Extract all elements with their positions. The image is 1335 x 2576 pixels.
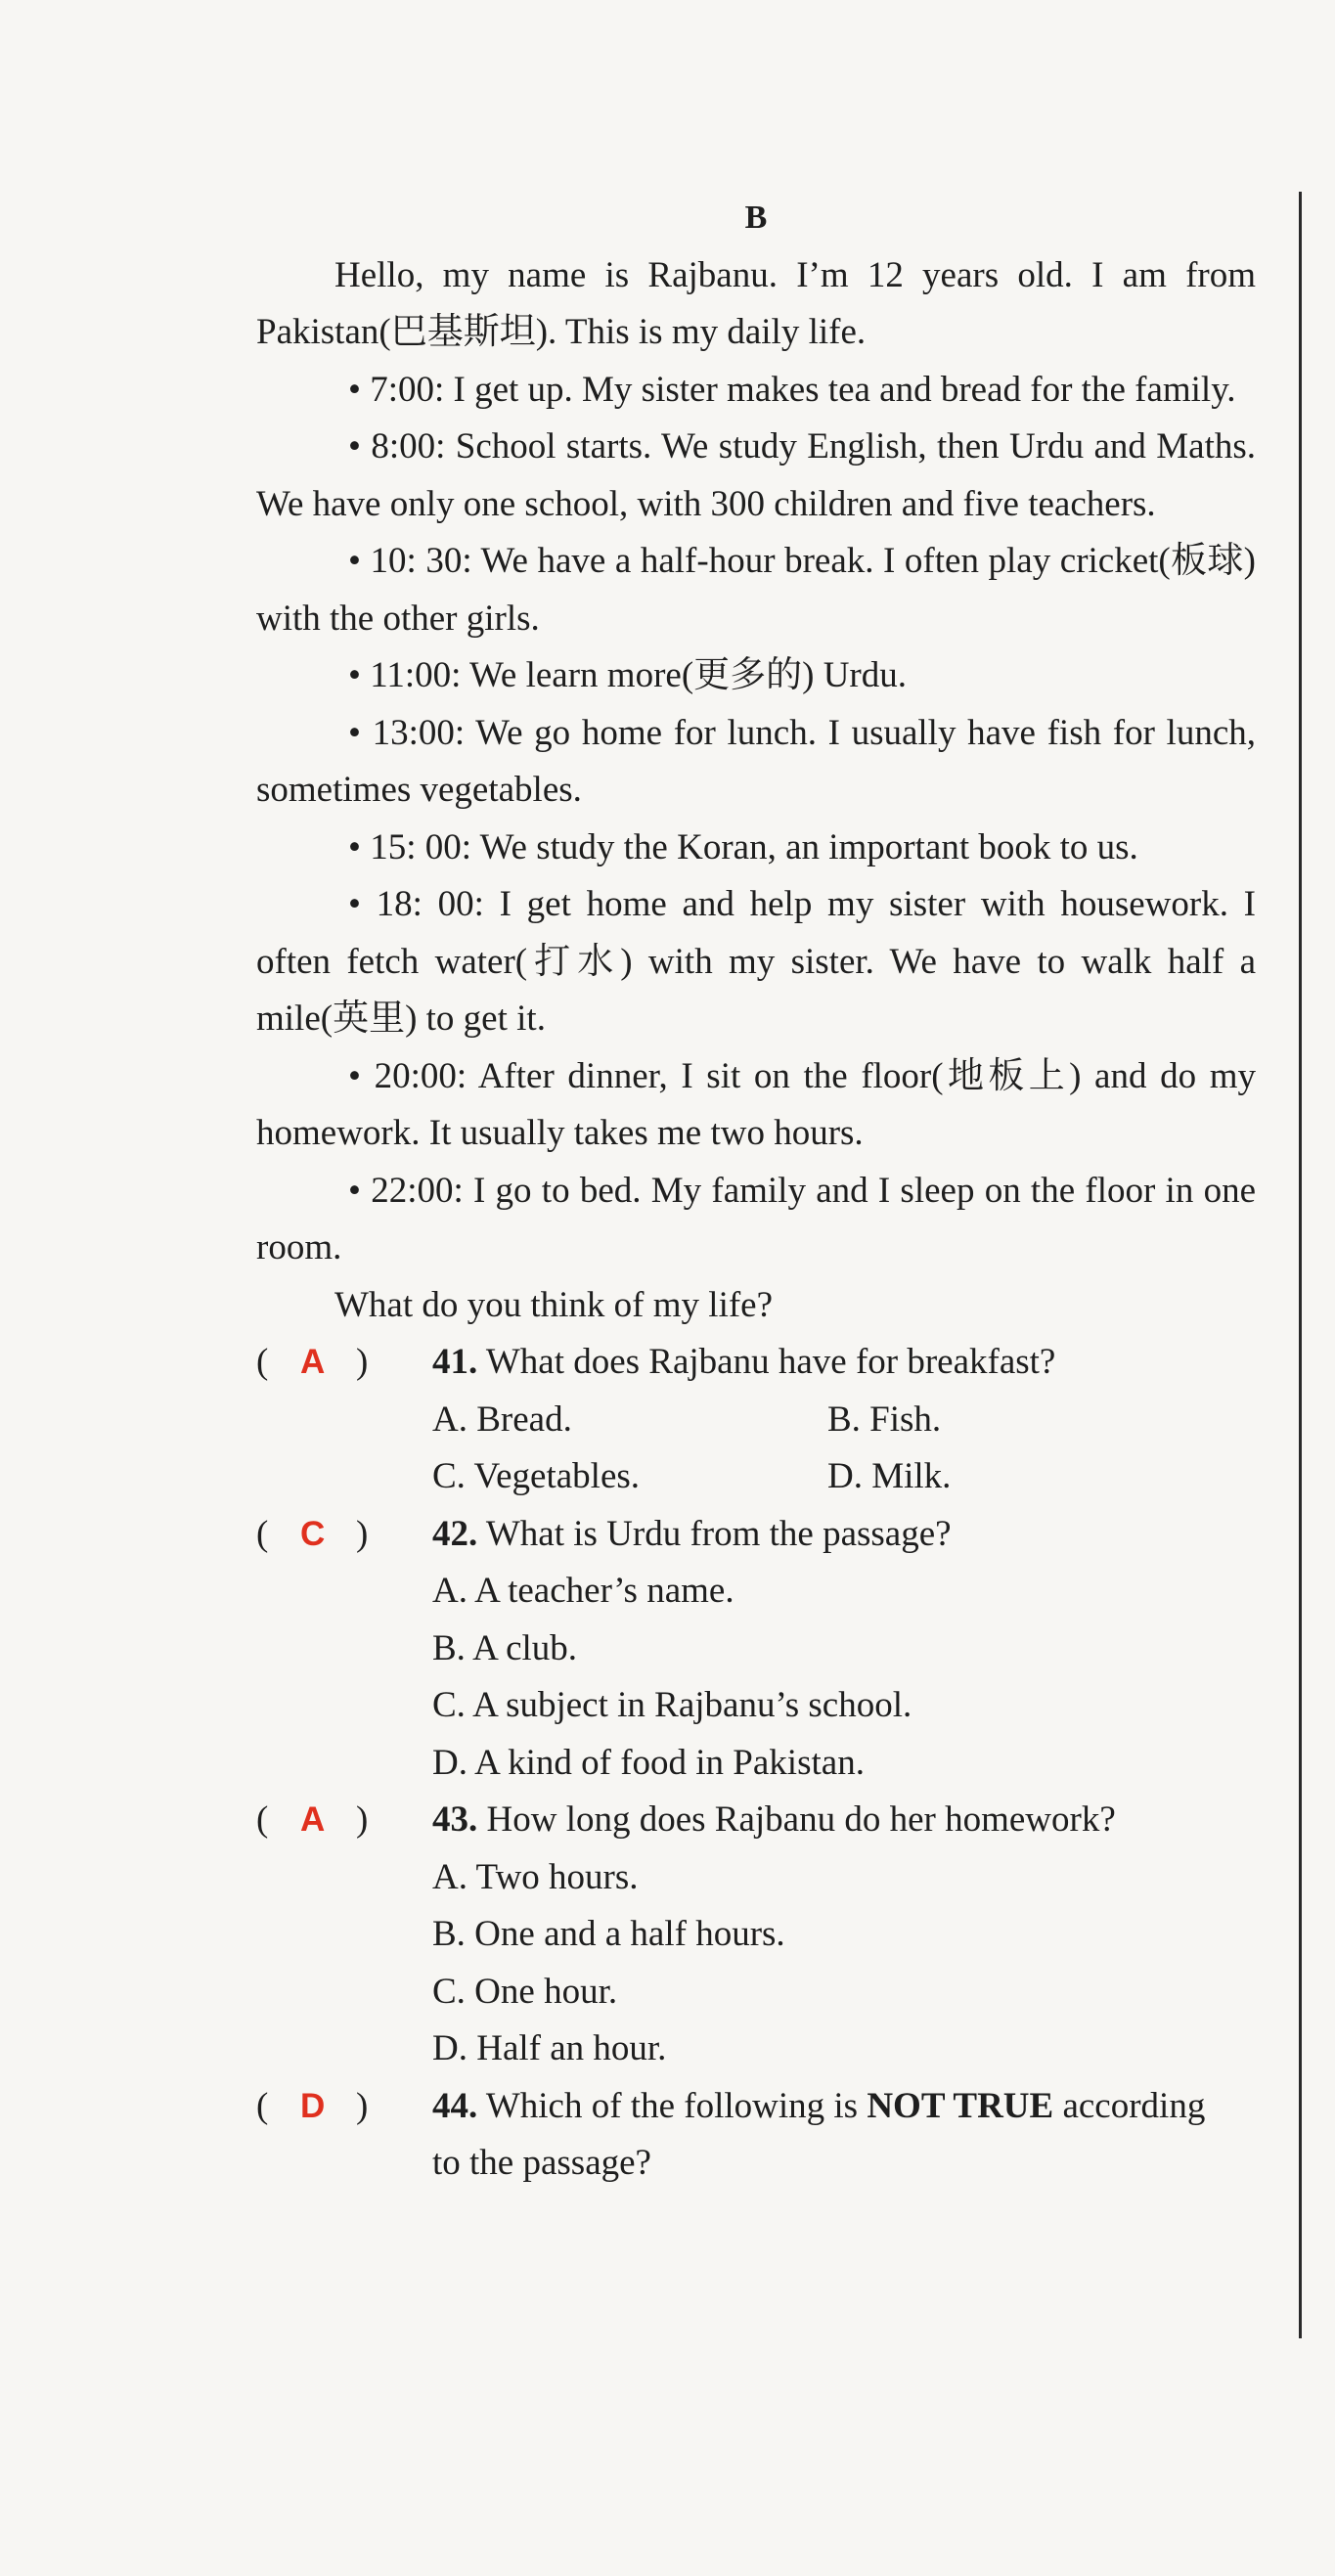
question-text: What is Urdu from the passage? xyxy=(485,1513,952,1554)
option-b: B. One and a half hours. xyxy=(432,1914,785,1954)
question-text: How long does Rajbanu do her homework? xyxy=(486,1799,1116,1840)
schedule-item: • 10: 30: We have a half-hour break. I often play cricket(板球) with the other girls. xyxy=(256,541,1256,639)
options-grid xyxy=(256,1392,1256,1506)
option-b: B. Fish. xyxy=(827,1399,942,1440)
schedule-item: • 7:00: I get up. My sister makes tea and bread for the family. xyxy=(348,369,1236,410)
question-text-continued: to the passage? xyxy=(432,2143,651,2183)
paren-open: ( xyxy=(256,1342,269,1382)
question-text-end: according xyxy=(1062,2085,1206,2126)
option-a: A. Bread. xyxy=(432,1399,572,1440)
schedule-item: • 8:00: School starts. We study English, then Urdu and Maths. We have only one school, with 300 children and five teachers. xyxy=(256,426,1256,524)
question-42 xyxy=(256,1506,1256,1564)
answer-letter: C xyxy=(300,1514,326,1553)
closing-question: What do you think of my life? xyxy=(334,1284,774,1325)
question-text: What does Rajbanu have for breakfast? xyxy=(485,1342,1056,1382)
paren-open: ( xyxy=(256,1799,269,1840)
question-43 xyxy=(256,1792,1256,1849)
question-41 xyxy=(256,1334,1256,1392)
schedule-item: • 20:00: After dinner, I sit on the floor(地板上) and do my homework. It usually takes me two hours. xyxy=(256,1055,1256,1153)
paren-close: ) xyxy=(356,1342,369,1382)
question-text xyxy=(486,2086,1205,2126)
paren-close: ) xyxy=(356,2085,369,2126)
paren-open: ( xyxy=(256,1513,269,1554)
paren-close: ) xyxy=(356,1799,369,1840)
question-number: 43. xyxy=(432,1799,478,1840)
question-text-start: Which of the following is xyxy=(485,2085,859,2126)
section-title: B xyxy=(744,200,768,236)
paren-open: ( xyxy=(256,2085,269,2126)
question-number: 41. xyxy=(432,1342,478,1382)
intro-paragraph: Hello, my name is Rajbanu. I’m 12 years old. I am from Pakistan(巴基斯坦). This is my daily life. xyxy=(256,254,1256,352)
option-a: A. A teacher’s name. xyxy=(432,1571,734,1611)
option-c: C. One hour. xyxy=(432,1971,618,2012)
option-d: D. A kind of food in Pakistan. xyxy=(432,1742,865,1783)
right-margin-rule xyxy=(1299,192,1302,2338)
schedule-item: • 11:00: We learn more(更多的) Urdu. xyxy=(348,655,908,695)
schedule-item: • 22:00: I go to bed. My family and I sleep on the floor in one room. xyxy=(256,1170,1256,1267)
schedule-item: • 15: 00: We study the Koran, an important book to us. xyxy=(348,826,1138,867)
paren-close: ) xyxy=(356,1513,369,1554)
option-b: B. A club. xyxy=(432,1627,578,1668)
schedule-item: • 13:00: We go home for lunch. I usually have fish for lunch, sometimes vegetables. xyxy=(256,712,1256,810)
question-44 xyxy=(256,2078,1256,2136)
question-number: 42. xyxy=(432,1513,478,1554)
passage-content xyxy=(256,190,1256,2193)
answer-letter: D xyxy=(300,2086,326,2125)
option-d: D. Milk. xyxy=(827,1456,952,1496)
schedule-item: • 18: 00: I get home and help my sister with housework. I often fetch water(打水) with my sister. We have to walk half a mile(英里) to get it. xyxy=(256,884,1256,1039)
option-a: A. Two hours. xyxy=(432,1856,639,1897)
option-d: D. Half an hour. xyxy=(432,2028,667,2068)
question-emphasis: NOT TRUE xyxy=(867,2085,1054,2126)
question-number: 44. xyxy=(432,2085,478,2126)
option-c: C. Vegetables. xyxy=(432,1456,641,1496)
answer-letter: A xyxy=(300,1800,326,1839)
answer-letter: A xyxy=(300,1343,326,1381)
option-c: C. A subject in Rajbanu’s school. xyxy=(432,1685,912,1725)
